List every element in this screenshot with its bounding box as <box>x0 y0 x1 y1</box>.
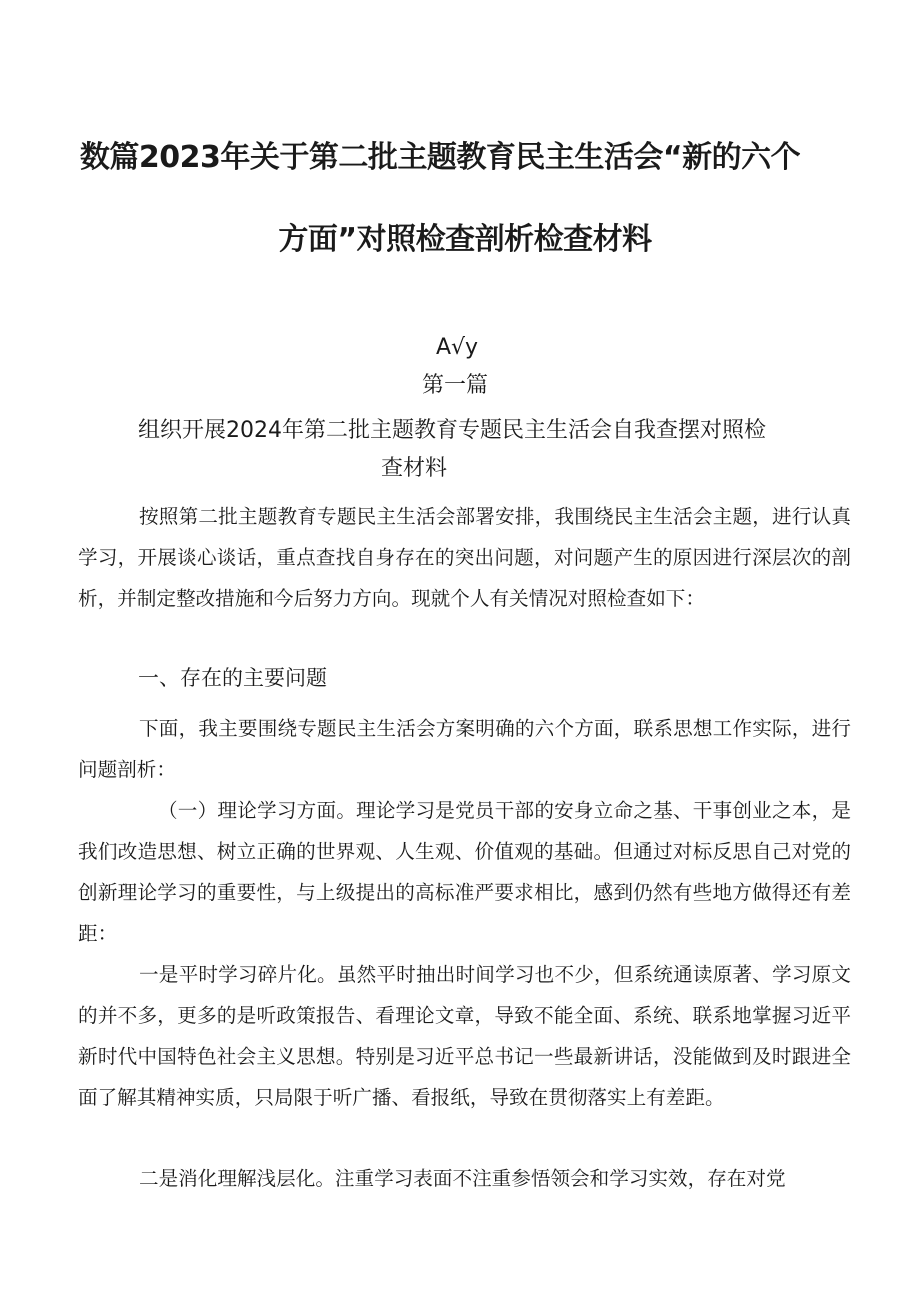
subtitle-line-2: 查材料 <box>381 456 448 481</box>
lead-paragraph: 下面，我主要围绕专题民主生活会方案明确的六个方面，联系思想工作实际，进行问题剖析： <box>78 717 851 781</box>
document-title-line-1: 数篇2023年关于第二批主题教育民主生活会“新的六个 <box>79 140 801 175</box>
subtitle-line-1: 组织开展2024年第二批主题教育专题民主生活会自我查摆对照检 <box>138 418 766 443</box>
intro-paragraph: 按照第二批主题教育专题民主生活会部署安排，我围绕民主生活会主题，进行认真学习，开展谈心谈话，重点查找自身存在的突出问题，对问题产生的原因进行深层次的剖析，并制定整改措施和今后努力方向。现就个人有关情况对照检查如下： <box>78 505 851 610</box>
document-title-line-2: 方面”对照检查剖析检查材料 <box>278 222 652 257</box>
part-label: 第一篇 <box>421 373 488 398</box>
point-two-paragraph: 二是消化理解浅层化。注重学习表面不注重参悟领会和学习实效，存在对党 <box>139 1167 786 1190</box>
theory-paragraph: （一）理论学习方面。理论学习是党员干部的安身立命之基、干事创业之本，是我们改造思想、树立正确的世界观、人生观、价值观的基础。但通过对标反思自己对党的创新理论学习的重要性，与上级提出的高标准严要求相比，感到仍然有些地方做得还有差距： <box>78 799 851 945</box>
section-mark: A√y <box>435 335 479 360</box>
section-heading: 一、存在的主要问题 <box>138 666 327 690</box>
point-one-paragraph: 一是平时学习碎片化。虽然平时抽出时间学习也不少，但系统通读原著、学习原文的并不多，更多的是听政策报告、看理论文章，导致不能全面、系统、联系地掌握习近平新时代中国特色社会主义思想。特别是习近平总书记一些最新讲话，没能做到及时跟进全面了解其精神实质，只局限于听广播、看报纸，导致在贯彻落实上有差距。 <box>78 963 851 1109</box>
